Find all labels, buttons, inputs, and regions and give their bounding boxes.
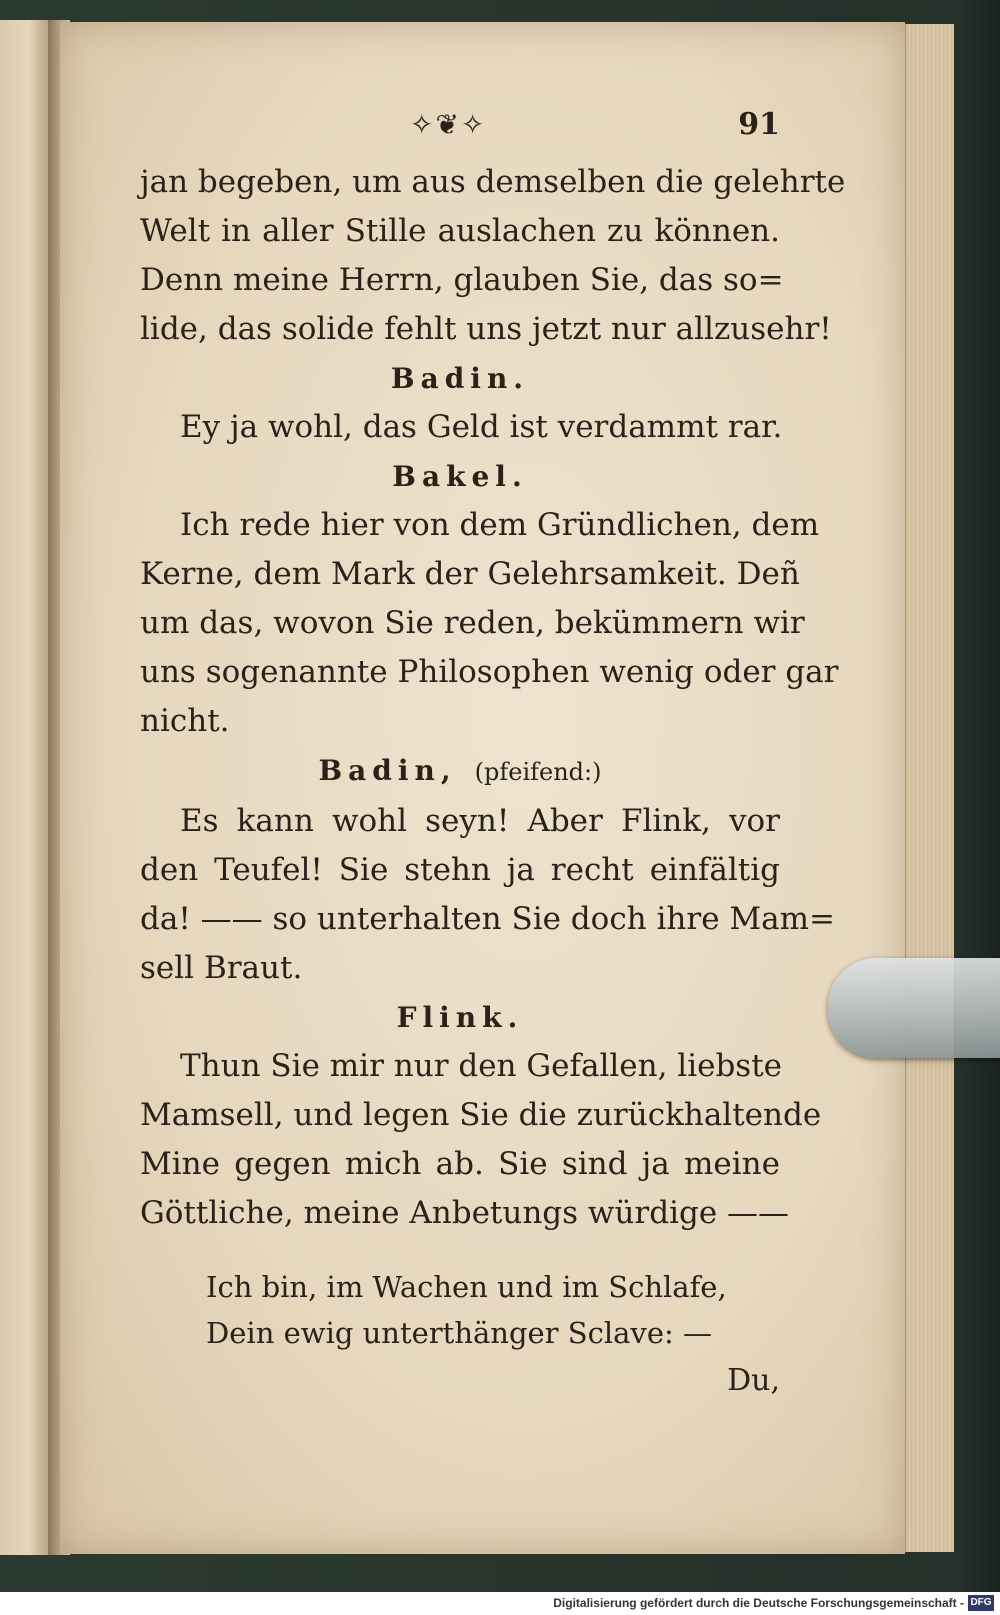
text-line: da! —— so unterhalten Sie doch ihre Mam= — [140, 901, 835, 937]
text-line: Kerne, dem Mark der Gelehrsamkeit. Deñ — [140, 556, 800, 592]
catchword: Du, — [727, 1363, 780, 1398]
header-ornament: ✧❦✧ — [410, 108, 487, 141]
verse-block — [140, 1264, 780, 1356]
text-line: Göttliche, meine Anbetungs würdige —— — [140, 1195, 790, 1231]
page-stack-edge — [905, 24, 954, 1552]
page-number: 91 — [738, 107, 780, 142]
dfg-logo: DFG — [968, 1595, 994, 1611]
text-line: Thun Sie mir nur den Gefallen, liebste — [180, 1048, 783, 1084]
text-line: um das, wovon Sie reden, bekümmern wir — [140, 605, 805, 641]
stage-direction: (pfeifend:) — [474, 758, 602, 786]
funding-credit: Digitalisierung gefördert durch die Deutsche Forschungsgemeinschaft - — [553, 1596, 964, 1610]
text-line: Welt in aller Stille auslachen zu können. — [140, 213, 780, 249]
running-header — [140, 100, 780, 158]
page-text — [140, 100, 846, 1406]
speaker-heading: Badin. — [390, 362, 530, 395]
speaker-heading: Bakel. — [392, 460, 528, 493]
text-line: Mamsell, und legen Sie die zurückhaltende — [140, 1097, 822, 1133]
text-line: Es kann wohl seyn! Aber Flink, vor — [180, 803, 780, 839]
text-line: nicht. — [140, 703, 230, 739]
text-line: sell Braut. — [140, 950, 303, 986]
text-line: Denn meine Herrn, glauben Sie, das so= — [140, 262, 784, 298]
text-line: Ey ja wohl, das Geld ist verdammt rar. — [180, 409, 783, 445]
speaker-heading: Flink. — [396, 1001, 524, 1034]
page-clip — [828, 958, 1000, 1058]
facing-page-edge — [0, 20, 50, 1555]
text-line: lide, das solide fehlt uns jetzt nur allzusehr! — [140, 311, 832, 347]
speaker-heading-with-direction — [140, 746, 780, 797]
footer-bar — [0, 1592, 1000, 1615]
text-line: jan begeben, um aus demselben die gelehrte — [140, 164, 846, 200]
verse-line: Ich bin, im Wachen und im Schlafe, — [206, 1270, 727, 1304]
text-line: Mine gegen mich ab. Sie sind ja meine — [140, 1146, 780, 1182]
text-line: den Teufel! Sie stehn ja recht einfältig — [140, 852, 780, 888]
text-line: Ich rede hier von dem Gründlichen, dem — [180, 507, 820, 543]
verse-line: Dein ewig unterthänger Sclave: — — [206, 1316, 712, 1350]
speaker-name: Badin, — [318, 754, 457, 787]
text-line: uns sogenannte Philosophen wenig oder gar — [140, 654, 839, 690]
